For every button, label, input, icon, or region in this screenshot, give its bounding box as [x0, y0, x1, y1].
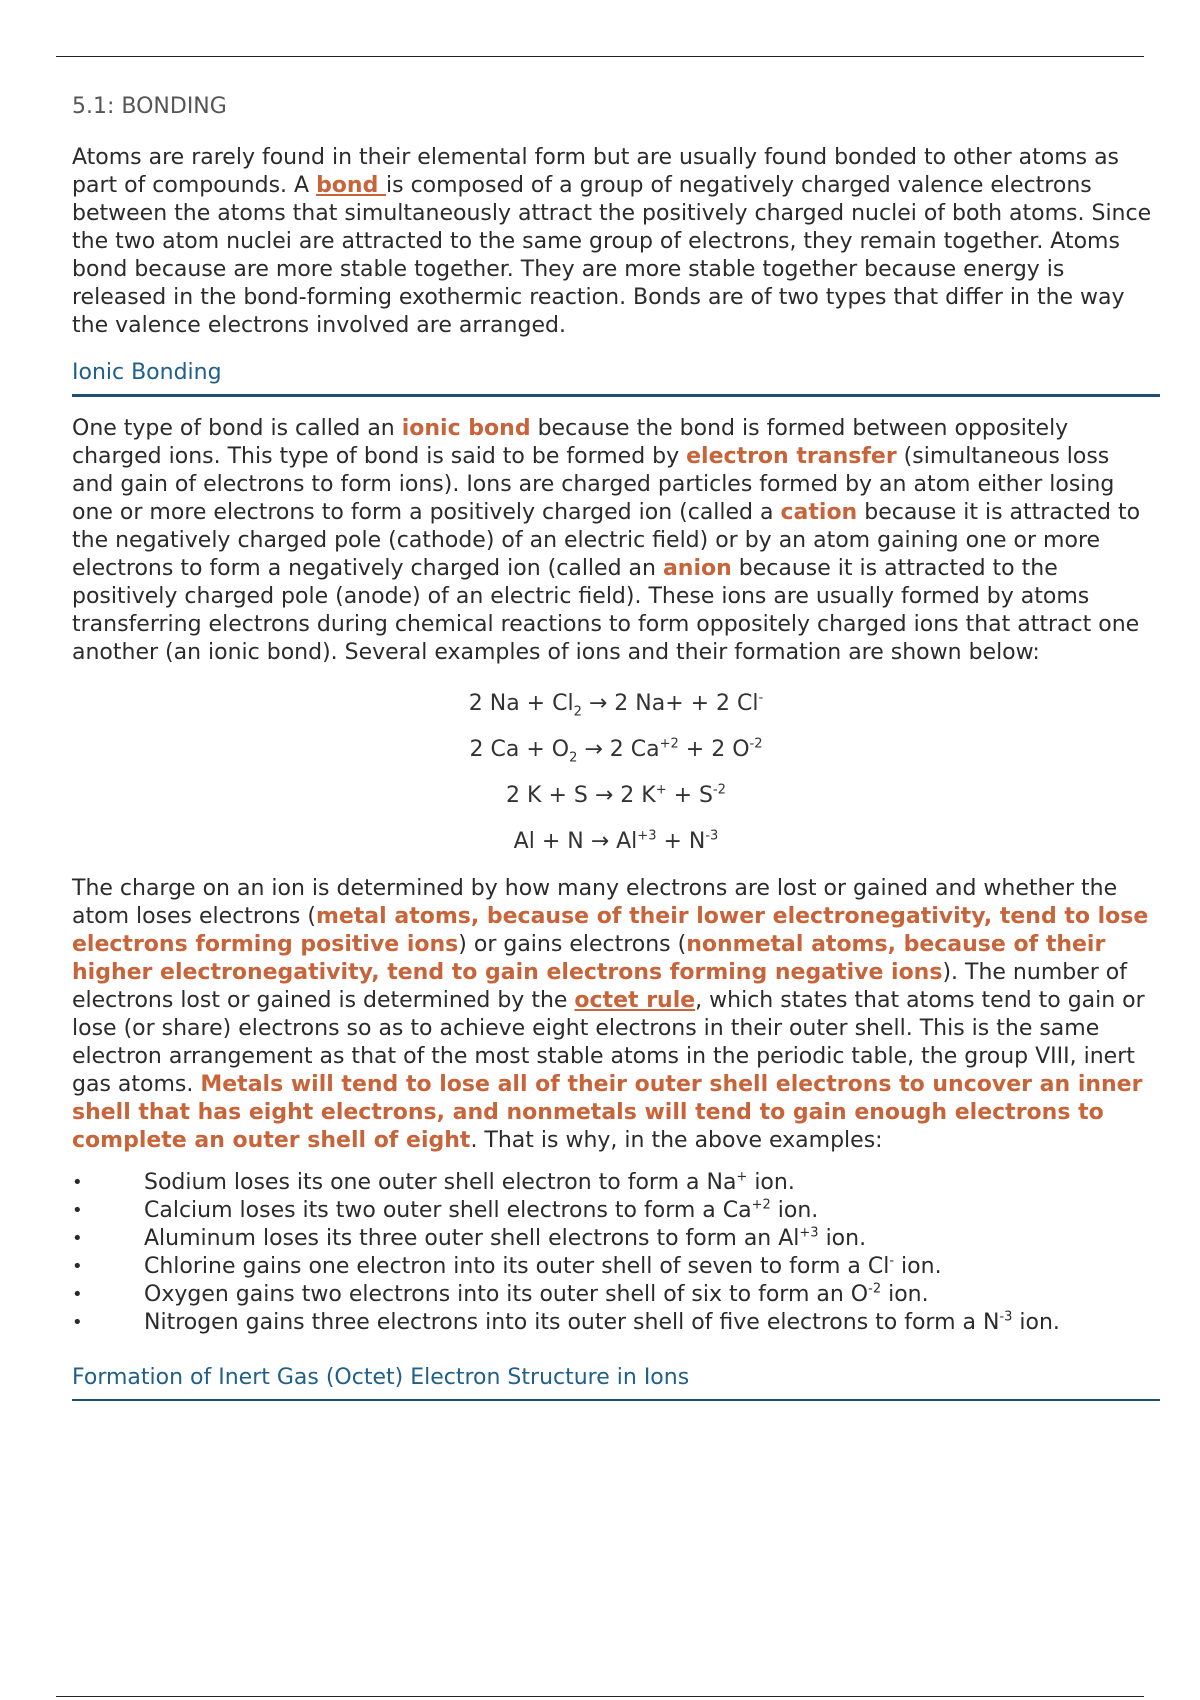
- bottom-rule: [56, 1696, 1144, 1697]
- ionic-paragraph: One type of bond is called an ionic bond because the bond is formed between oppositely charged ions. This type of bond is said to be formed by electron transfer (simultaneous loss and gain of electrons to form ions). Ions are charged particles formed by an atom either losing one or more electrons to form a positively charged ion (called a cation because it is attracted to the negatively charged pole (cathode) of an electric field) or by an atom gaining one or more electrons to form a negatively charged ion (called an anion because it is attracted to the positively charged pole (anode) of an electric field). These ions are usually formed by atoms transferring electrons during chemical reactions to form oppositely charged ions that attract one another (an ionic bond). Several examples of ions and their formation are shown below:: [72, 416, 1141, 665]
- cation-term: cation: [780, 500, 858, 525]
- intro-paragraph: Atoms are rarely found in their elemental form but are usually found bonded to other atoms as part of compounds. A bond is composed of a group of negatively charged valence electrons between the atoms that simultaneously attract the positively charged nuclei of both atoms. Since the two atom nuclei are attracted to the same group of electrons, they remain together. Atoms bond because are more stable together. They are more stable together because energy is released in the bond-forming exothermic reaction. Bonds are of two types that differ in the way the valence electrons involved are arranged.: [72, 145, 1152, 338]
- ionic-bonding-heading: Ionic Bonding: [72, 358, 1160, 397]
- list-item: • Calcium loses its two outer shell electrons to form a $Ca^{+2}$ ion.: [72, 1197, 1152, 1225]
- list-item: • Chlorine gains one electron into its outer shell of seven to form a Cl- ion.: [72, 1253, 1152, 1281]
- equation-4: $Al + N \to Al^{+3} + N^{-3}$: [513, 828, 719, 854]
- list-item: • Aluminum loses its three outer shell electrons to form an $Al^{+3}$ ion.: [72, 1225, 1152, 1253]
- section-title: 5.1: BONDING: [72, 94, 227, 119]
- octet-structure-heading: Formation of Inert Gas (Octet) Electron Structure in Ions: [72, 1363, 1160, 1401]
- equation-3: 2 K + S → 2 $K^+ + S^{-2}$: [506, 782, 726, 808]
- anion-term: anion: [662, 556, 732, 581]
- ion-examples-list: [72, 1169, 1152, 1337]
- nonmetal-atoms-highlight: nonmetal atoms, because of their higher electronegativity, tend to gain electrons forming negative ions: [72, 932, 1106, 985]
- electron-transfer-term: electron transfer: [686, 444, 897, 469]
- equations: [72, 681, 1152, 865]
- charge-paragraph: The charge on an ion is determined by how many electrons are lost or gained and whether the atom loses electrons (metal atoms, because of their lower electronegativity, tend to lose electrons forming positive ions) or gains electrons (nonmetal atoms, because of their higher electronegativity, tend to gain electrons forming negative ions). The number of electrons lost or gained is determined by the octet rule, which states that atoms tend to gain or lose (or share) electrons so as to achieve eight electrons in their outer shell. This is the same electron arrangement as that of the most stable atoms in the periodic table, the group VIII, inert gas atoms. Metals will tend to lose all of their outer shell electrons to uncover an inner shell that has eight electrons, and nonmetals will tend to gain enough electrons to complete an outer shell of eight. That is why, in the above examples:: [72, 876, 1149, 1153]
- octet-rule-link[interactable]: octet rule: [574, 988, 696, 1013]
- page-content: [72, 92, 1152, 1401]
- ionic-bond-term: ionic bond: [401, 416, 531, 441]
- equation-1: 2 $Na + Cl_2 \to 2$ Na+ + 2 Cl-: [468, 690, 764, 720]
- metals-will-highlight: Metals will tend to lose all of their outer shell electrons to uncover an inner shell that has eight electrons, and nonmetals will tend to gain enough electrons to complete an outer shell of eight: [72, 1072, 1143, 1153]
- equation-2: 2 $Ca + O_2 \to 2$ $Ca^{+2} + 2$ $O^{-2}$: [469, 736, 763, 766]
- top-rule: [56, 56, 1144, 57]
- list-item: • Sodium loses its one outer shell electron to form a Na+ ion.: [72, 1169, 1152, 1197]
- metal-atoms-highlight: metal atoms, because of their lower electronegativity, tend to lose electrons forming positive ions: [72, 904, 1149, 957]
- bond-term-link[interactable]: bond: [316, 173, 386, 198]
- list-item: • Oxygen gains two electrons into its outer shell of six to form an $O^{-2}$ ion.: [72, 1281, 1152, 1309]
- list-item: • Nitrogen gains three electrons into its outer shell of five electrons to form a $N^{-3}$ ion.: [72, 1309, 1152, 1337]
